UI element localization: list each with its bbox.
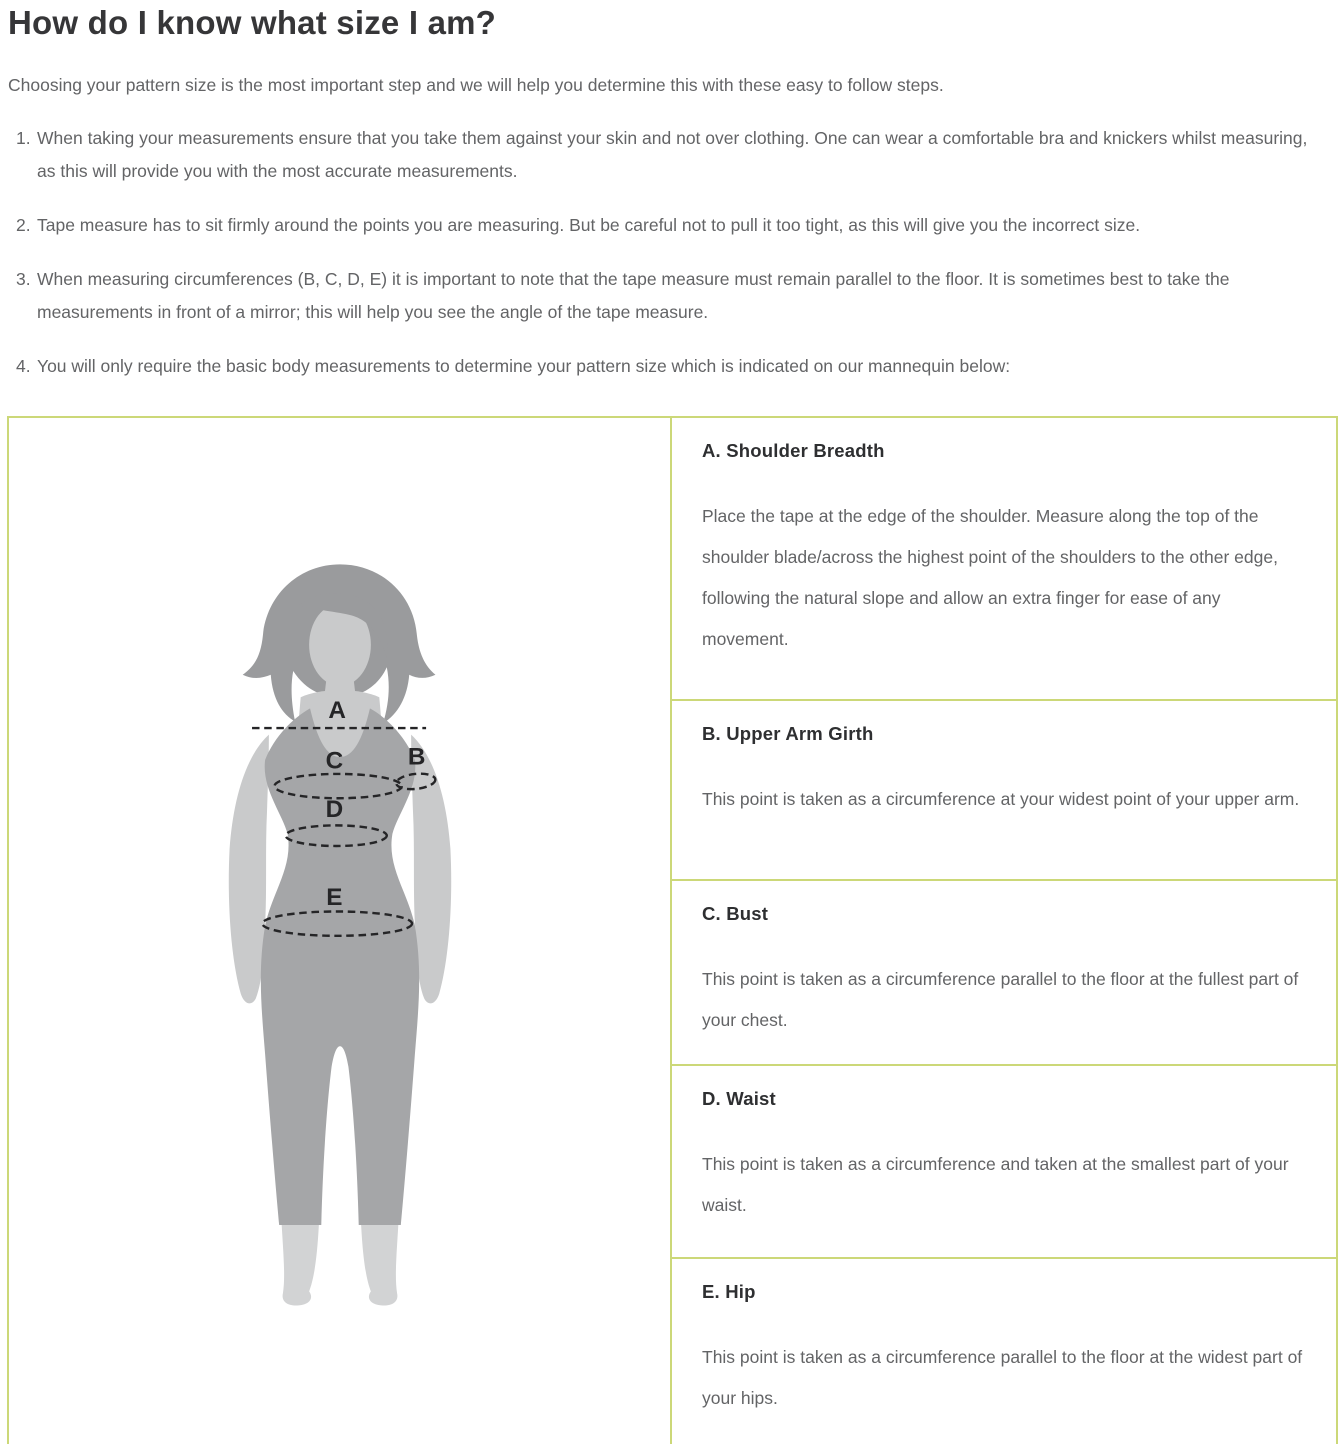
marker-label-a: A [327,696,346,724]
list-item-number: 1. [16,128,31,148]
measurement-label: A. Shoulder Breadth [702,440,885,461]
measurement-description: This point is taken as a circumference parallel to the floor at the widest part of your hips. [702,1347,1303,1408]
list-item-text: You will only require the basic body measurements to determine your pattern size which is indicated on our mannequin below: [37,356,1011,376]
measurement-description: Place the tape at the edge of the shoulder. Measure along the top of the shoulder blade/across the highest point of the shoulders to the other edge, following the natural slope and allow an extra finger for ease of any movement. [702,506,1278,649]
list-item-number: 3. [16,269,31,289]
list-item-text: When taking your measurements ensure that you take them against your skin and not over clothing. One can wear a comfortable bra and knickers whilst measuring, as this will provide you with the most accurate measurements. [37,128,1308,181]
instruction-list [8,122,1336,383]
mannequin-cell [9,418,672,1444]
table-row-waist [672,1066,1336,1259]
measurement-description: This point is taken as a circumference parallel to the floor at the fullest part of your chest. [702,969,1299,1030]
list-item-text: When measuring circumferences (B, C, D, E) it is important to note that the tape measure must remain parallel to the floor. It is sometimes best to take the measurements in front of a mirror; this will help you see the angle of the tape measure. [37,269,1230,322]
list-item-number: 4. [16,356,31,376]
list-item [8,263,1336,329]
table-row-hip [672,1259,1336,1444]
measurement-label: E. Hip [702,1281,756,1302]
marker-label-e: E [325,883,342,911]
table-row-bust [672,881,1336,1066]
measurement-description: This point is taken as a circumference at your widest point of your upper arm. [702,789,1300,809]
table-row-shoulder-breadth [672,418,1336,701]
list-item [8,350,1336,383]
measurement-label: C. Bust [702,903,769,924]
list-item-text: Tape measure has to sit firmly around the points you are measuring. But be careful not to pull it too tight, as this will give you the incorrect size. [37,215,1141,235]
table-row-upper-arm-girth [672,701,1336,881]
measurement-label: B. Upper Arm Girth [702,723,874,744]
measurement-table [7,416,1338,1444]
marker-label-b: B [407,743,426,771]
right-lower-leg-shape [360,1214,398,1306]
garment-shape [260,708,418,1225]
list-item-number: 2. [16,215,31,235]
left-lower-leg-shape [281,1214,319,1306]
page-title: How do I know what size I am? [8,4,497,41]
list-item [8,122,1336,188]
measurement-label: D. Waist [702,1088,776,1109]
list-item [8,209,1336,242]
intro-paragraph: Choosing your pattern size is the most important step and we will help you determine this with these easy to follow steps. [8,75,944,95]
measurement-description: This point is taken as a circumference and taken at the smallest part of your waist. [702,1154,1289,1215]
marker-label-c: C [325,747,343,775]
measurement-rows [672,418,1336,1444]
mannequin-figure [209,558,471,1308]
marker-label-d: D [325,795,343,823]
